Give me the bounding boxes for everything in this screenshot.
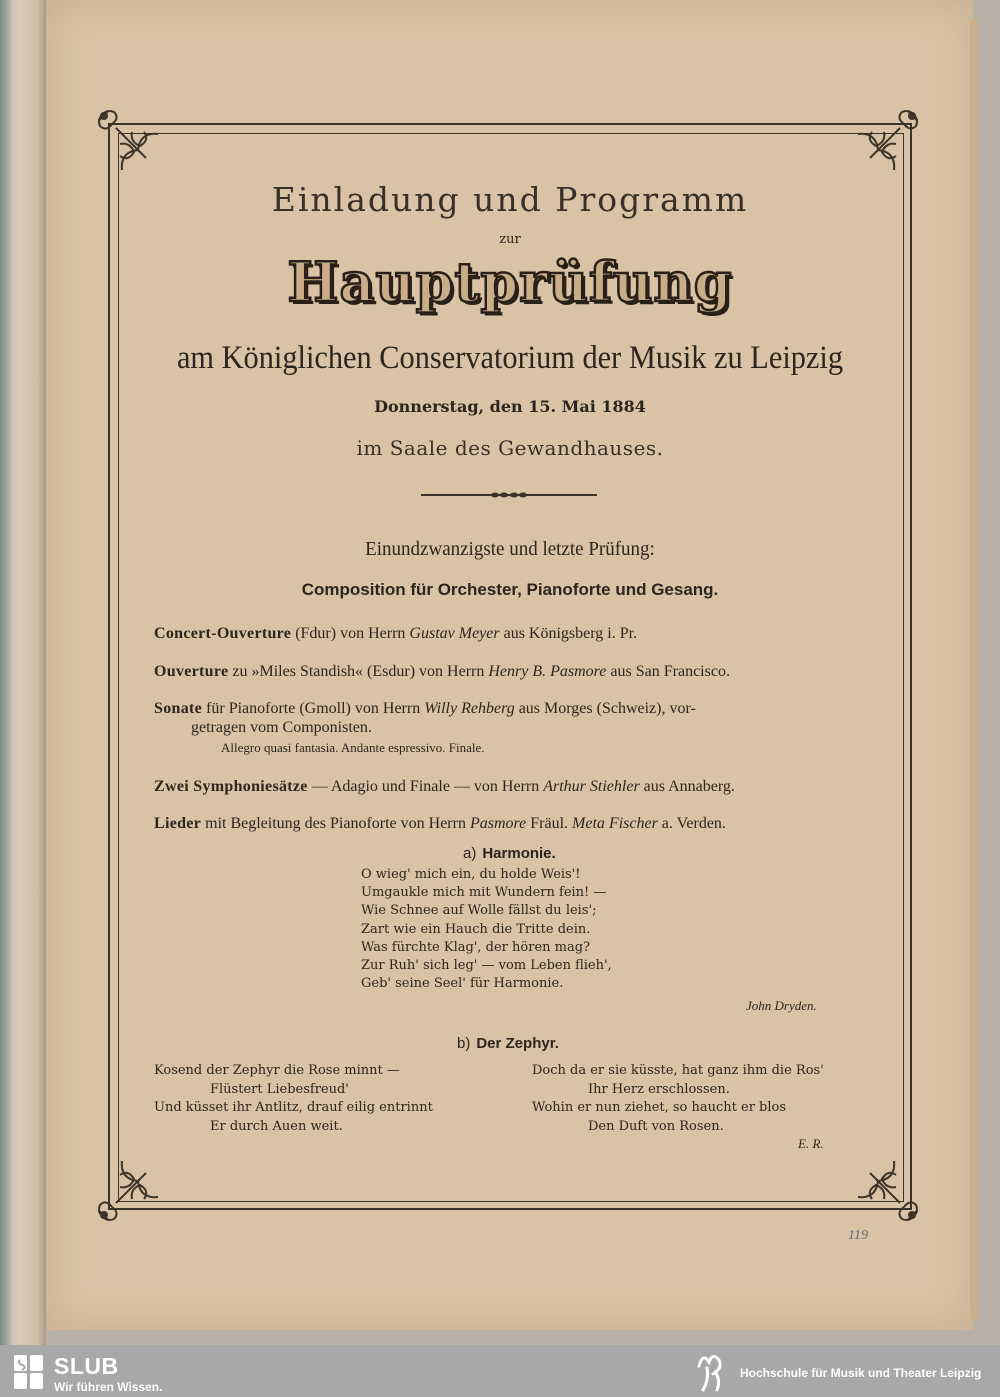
hmt-logo-icon	[693, 1348, 729, 1394]
corner-ornament-icon	[840, 100, 928, 188]
program-composer: Pasmore	[469, 815, 527, 832]
poem-line: Und küsset ihr Antlitz, drauf eilig entrinnt	[154, 1100, 433, 1115]
poem-line: Geb' seine Seel' für Harmonie.	[361, 976, 564, 992]
song-b-title: Der Zephyr.	[476, 1035, 559, 1052]
poem-line: Wie Schnee auf Wolle fällst du leis';	[361, 903, 597, 919]
program-origin: aus Königsberg i. Pr.	[499, 625, 638, 642]
poem-line: Kosend der Zephyr die Rose minnt —	[154, 1063, 400, 1078]
corner-ornament-icon	[840, 1143, 928, 1231]
corner-ornament-icon	[88, 1143, 176, 1231]
program-item	[154, 777, 870, 796]
page-number: 119	[848, 1228, 868, 1243]
program-movements: Allegro quasi fantasia. Andante espressivo. Finale.	[221, 740, 485, 755]
main-title: Hauptprüfung	[287, 250, 733, 314]
song-a-label: a)	[463, 845, 477, 862]
singer-name: Meta Fischer	[572, 815, 658, 832]
program-work: Lieder	[154, 815, 202, 832]
exam-subheading: Composition für Orchester, Pianoforte und Gesang.	[301, 580, 719, 599]
poem-line: O wieg' mich ein, du holde Weis'!	[361, 867, 581, 882]
poem-line: Was fürchte Klag', der hören mag?	[361, 939, 591, 955]
institution-title: am Königlichen Conservatorium der Musik zu Leipzig	[176, 340, 844, 376]
program-item	[154, 699, 870, 737]
page-edge	[970, 20, 978, 1320]
title-line-1: Einladung und Programm	[271, 180, 749, 219]
poem-line: Ihr Herz erschlossen.	[588, 1081, 730, 1097]
program-composer: Willy Rehberg	[424, 700, 515, 717]
program-work: Concert-Ouverture	[154, 625, 292, 642]
book-binding	[0, 0, 46, 1345]
song-a-author: John Dryden.	[746, 998, 817, 1013]
poem-line: Doch da er sie küsste, hat ganz ihm die Ros'	[532, 1063, 824, 1078]
program-composer: Gustav Meyer	[409, 625, 500, 642]
song-b-left-column	[154, 1062, 433, 1136]
song-a-poem	[361, 866, 612, 993]
singer-prefix: Fräul.	[526, 815, 573, 832]
song-b-right-column	[532, 1062, 824, 1136]
program-text: für Pianoforte (Gmoll) von Herrn	[202, 700, 425, 717]
program-work: Zwei Symphoniesätze	[154, 778, 308, 795]
title-zur: zur	[499, 232, 521, 247]
program-composer: Arthur Stiehler	[543, 778, 640, 795]
poem-line: Umgaukle mich mit Wundern fein! —	[361, 885, 607, 901]
program-composer: Henry B. Pasmore	[488, 663, 607, 680]
poem-line: Wohin er nun ziehet, so haucht er blos	[532, 1100, 787, 1115]
song-b-label: b)	[457, 1035, 471, 1052]
program-item	[154, 662, 870, 681]
program-item	[154, 814, 870, 833]
event-venue: im Saale des Gewandhauses.	[356, 436, 664, 460]
program-work: Sonate	[154, 700, 203, 717]
program-origin: aus Morges (Schweiz), vor-	[514, 700, 696, 717]
program-text: (Fdur) von Herrn	[291, 625, 410, 642]
program-work: Ouverture	[154, 663, 229, 680]
song-a-title: Harmonie.	[482, 845, 556, 862]
poem-line: Zart wie ein Hauch die Tritte dein.	[361, 921, 591, 937]
program-text: mit Begleitung des Pianoforte von Herrn	[201, 815, 470, 832]
exam-heading: Einundzwanzigste und letzte Prüfung:	[365, 538, 655, 560]
song-a-heading	[463, 845, 556, 862]
divider-ornament-icon	[490, 491, 528, 499]
program-text: zu »Miles Standish« (Esdur) von Herrn	[228, 663, 489, 680]
library-tagline: Wir führen Wissen.	[54, 1380, 163, 1394]
poem-line: Er durch Auen weit.	[210, 1118, 343, 1134]
program-origin: aus San Francisco.	[606, 663, 730, 680]
song-b-author: E. R.	[798, 1136, 824, 1151]
program-text: — Adagio und Finale — von Herrn	[307, 778, 544, 795]
program-continuation: getragen vom Componisten.	[191, 719, 372, 736]
song-b-heading	[457, 1035, 559, 1052]
partner-name: Hochschule für Musik und Theater Leipzig	[740, 1366, 982, 1380]
program-origin: aus Annaberg.	[639, 778, 735, 795]
singer-origin: a. Verden.	[657, 815, 726, 832]
slub-logo-icon	[12, 1351, 46, 1391]
poem-line: Flüstert Liebesfreud'	[210, 1081, 349, 1097]
poem-line: Den Duft von Rosen.	[588, 1118, 724, 1134]
program-item	[154, 624, 870, 643]
event-date: Donnerstag, den 15. Mai 1884	[374, 397, 646, 416]
corner-ornament-icon	[88, 100, 176, 188]
poem-line: Zur Ruh' sich leg' — vom Leben flieh',	[361, 958, 612, 974]
library-name: SLUB	[54, 1353, 119, 1379]
